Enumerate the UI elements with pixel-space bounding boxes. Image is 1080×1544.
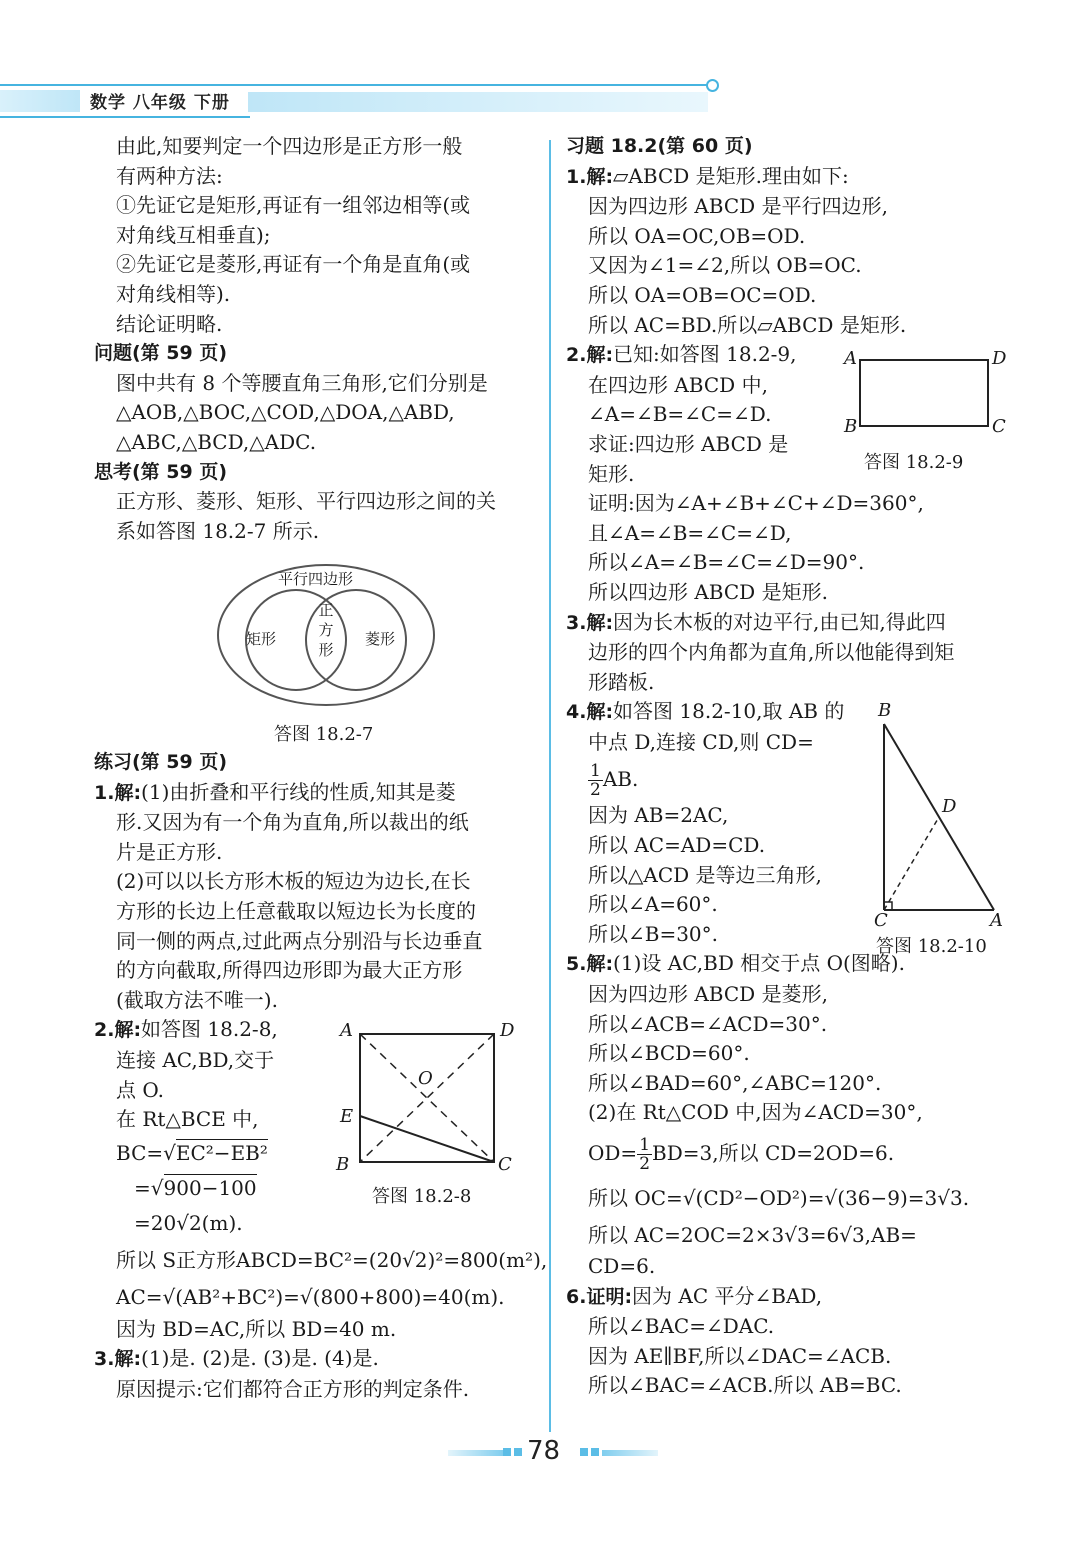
item-number: 4.解: [566, 701, 614, 724]
item-number: 1.解: [566, 165, 614, 188]
math-line: =√900−100 [134, 1175, 257, 1200]
text-line: 对角线互相垂直); [116, 222, 271, 247]
item-number: 2.解: [566, 344, 614, 367]
text-line: CD=6. [588, 1254, 656, 1278]
text-line: 且∠A=∠B=∠C=∠D, [588, 520, 792, 545]
text-line: 证明:因为∠A+∠B+∠C+∠D=360°, [588, 491, 924, 516]
text-line: 所以∠A=∠B=∠C=∠D=90°. [588, 550, 865, 575]
text-line: 原因提示:它们都符合正方形的判定条件. [116, 1376, 470, 1401]
footer-square [514, 1448, 522, 1456]
text-line: 中点 D,连接 CD,则 CD= [588, 729, 814, 754]
text-line: 在 Rt△BCE 中, [116, 1107, 259, 1132]
text-line: 连接 AC,BD,交于 [116, 1047, 275, 1072]
text-line: 所以∠BCD=60°. [588, 1041, 750, 1066]
figure-caption: 答图 18.2-10 [876, 936, 987, 957]
text-line: 形.又因为有一个角为直角,所以裁出的纸 [116, 810, 469, 835]
text-line: 方形的长边上任意截取以短边长为长度的 [116, 898, 476, 923]
figure-caption: 答图 18.2-9 [864, 452, 964, 473]
text-line: 所以∠ACB=∠ACD=30°. [588, 1011, 828, 1036]
text-line: 矩形. [588, 461, 635, 486]
text-line: ②先证它是菱形,再证有一个角是直角(或 [116, 252, 471, 277]
text-line: 对角线相等). [116, 281, 231, 306]
text-line: 所以 OA=OC,OB=OD. [588, 223, 806, 248]
text-line: 因为 AE∥BF,所以∠DAC=∠ACB. [588, 1343, 892, 1368]
text-line: 因为长木板的对边平行,由已知,得此四 [613, 609, 946, 634]
text-line: 所以 S正方形ABCD=BC²=(20√2)²=800(m²), [116, 1247, 548, 1272]
venn-center-label: 正方形 [318, 601, 334, 659]
text-line: ▱ABCD 是矩形.理由如下: [613, 163, 849, 188]
text-line: 同一侧的两点,过此两点分别沿与长边垂直 [116, 928, 483, 953]
text-line: 已知:如答图 18.2-9, [613, 342, 797, 367]
text-line: (1)由折叠和平行线的性质,知其是菱 [141, 779, 456, 804]
text-line: 所以 AC=2OC=2×3√3=6√3,AB= [588, 1223, 917, 1247]
figure-caption: 答图 18.2-7 [274, 724, 374, 745]
text-line: (1)是. (2)是. (3)是. (4)是. [141, 1346, 379, 1371]
text-line: 所以∠B=30°. [588, 921, 719, 946]
item-number: 5.解: [566, 953, 614, 976]
venn-left-label: 矩形 [246, 630, 277, 648]
text-line: 所以∠BAC=∠ACB.所以 AB=BC. [588, 1373, 902, 1398]
page-number: 78 [527, 1436, 561, 1466]
header-title: 数学 八年级 下册 [90, 93, 230, 113]
text-line: 又因为∠1=∠2,所以 OB=OC. [588, 253, 862, 278]
figure-caption: 答图 18.2-8 [372, 1186, 472, 1207]
text-line: 如答图 18.2-8, [141, 1017, 278, 1042]
item-number: 3.解: [566, 611, 614, 634]
text-line: 片是正方形. [116, 839, 223, 864]
text-line: 所以∠BAD=60°,∠ABC=120°. [588, 1070, 882, 1095]
item-number: 1.解: [94, 781, 142, 804]
section-heading: 问题(第 59 页) [94, 342, 228, 365]
text-line: 所以 AC=BD.所以▱ABCD 是矩形. [588, 312, 907, 337]
text-line: 所以∠A=60°. [588, 892, 718, 917]
text-line: 在四边形 ABCD 中, [588, 372, 768, 397]
text-line: 点 O. [116, 1077, 164, 1102]
math-line: $\frac{1}{2}$ AB. [590, 761, 639, 801]
section-heading: 练习(第 59 页) [94, 751, 228, 773]
footer-bar-left [448, 1450, 504, 1456]
text-line: (2)可以以长方形木板的短边为边长,在长 [116, 869, 471, 894]
text-line: 的方向截取,所得四边形即为最大正方形 [116, 958, 463, 983]
text-line: 求证:四边形 ABCD 是 [588, 431, 789, 456]
text-line: 所以 AC=AD=CD. [588, 833, 766, 858]
text-line: ①先证它是矩形,再证有一组邻边相等(或 [116, 193, 471, 218]
footer-bar-right [602, 1450, 658, 1456]
item-number: 2.解: [94, 1019, 142, 1042]
text-line: ∠A=∠B=∠C=∠D. [588, 402, 772, 427]
text-line: 所以四边形 ABCD 是矩形. [588, 579, 828, 604]
text-line: △ABC,△BCD,△ADC. [116, 429, 317, 454]
text-line: 因为四边形 ABCD 是平行四边形, [588, 194, 888, 219]
left-column [94, 132, 540, 546]
text-line: 由此,知要判定一个四边形是正方形一般 [116, 134, 463, 158]
text-line: 图中共有 8 个等腰直角三角形,它们分别是 [116, 370, 488, 395]
text-line: 所以 OA=OB=OC=OD. [588, 282, 817, 307]
text-line: 系如答图 18.2-7 所示. [116, 518, 320, 543]
text-line: AC=√(AB²+BC²)=√(800+800)=40(m). [116, 1284, 505, 1309]
math-line: OD= $\frac{1}{2}$ BD=3,所以 CD=2OD=6. [588, 1135, 895, 1174]
text-line: 有两种方法: [116, 163, 223, 188]
text-line: 如答图 18.2-10,取 AB 的 [613, 699, 845, 724]
text-line: 形踏板. [588, 669, 655, 694]
text-line: 结论证明略. [116, 311, 223, 336]
header-band-right [248, 92, 708, 112]
text-line: (1)设 AC,BD 相交于点 O(图略). [613, 951, 905, 976]
text-line: 因为 BD=AC,所以 BD=40 m. [116, 1316, 397, 1341]
header-dot [706, 79, 719, 92]
header-rule-bottom [0, 116, 250, 118]
section-heading: 思考(第 59 页) [94, 460, 228, 483]
item-number: 6.证明: [566, 1285, 633, 1308]
math-line: BC=√EC²−EB² [116, 1140, 268, 1165]
venn-outer-label: 平行四边形 [278, 570, 354, 588]
text-line: (截取方法不唯一). [116, 987, 278, 1012]
text-line: 边形的四个内角都为直角,所以他能得到矩 [588, 640, 955, 665]
column-divider [549, 140, 551, 1432]
text-line: 所以 OC=√(CD²−OD²)=√(36−9)=3√3. [588, 1186, 970, 1210]
header-band [0, 90, 80, 112]
footer-square [591, 1448, 599, 1456]
figure-18-2-8: A D O E B C [336, 1020, 515, 1175]
text-line: △AOB,△BOC,△COD,△DOA,△ABD, [116, 400, 455, 425]
venn-right-label: 菱形 [365, 630, 396, 648]
text-line: 所以∠BAC=∠DAC. [588, 1314, 775, 1339]
figure-18-2-10: B D C A [874, 700, 1003, 931]
math-line: =20√2(m). [134, 1210, 243, 1235]
item-number: 3.解: [94, 1348, 142, 1371]
footer-square [580, 1448, 588, 1456]
footer-square [503, 1448, 511, 1456]
text-line: 正方形、菱形、矩形、平行四边形之间的关 [116, 489, 496, 514]
text-line: 因为 AB=2AC, [588, 803, 729, 828]
text-line: (2)在 Rt△COD 中,因为∠ACD=30°, [588, 1100, 923, 1125]
figure-18-2-9: A D B C [844, 348, 1007, 437]
header-rule [0, 84, 712, 86]
section-heading: 习题 18.2(第 60 页) [566, 135, 753, 157]
text-line: 所以△ACD 是等边三角形, [588, 862, 822, 887]
text-line: 因为 AC 平分∠BAD, [632, 1283, 823, 1308]
text-line: 因为四边形 ABCD 是菱形, [588, 982, 828, 1007]
venn-diagram [214, 560, 438, 710]
